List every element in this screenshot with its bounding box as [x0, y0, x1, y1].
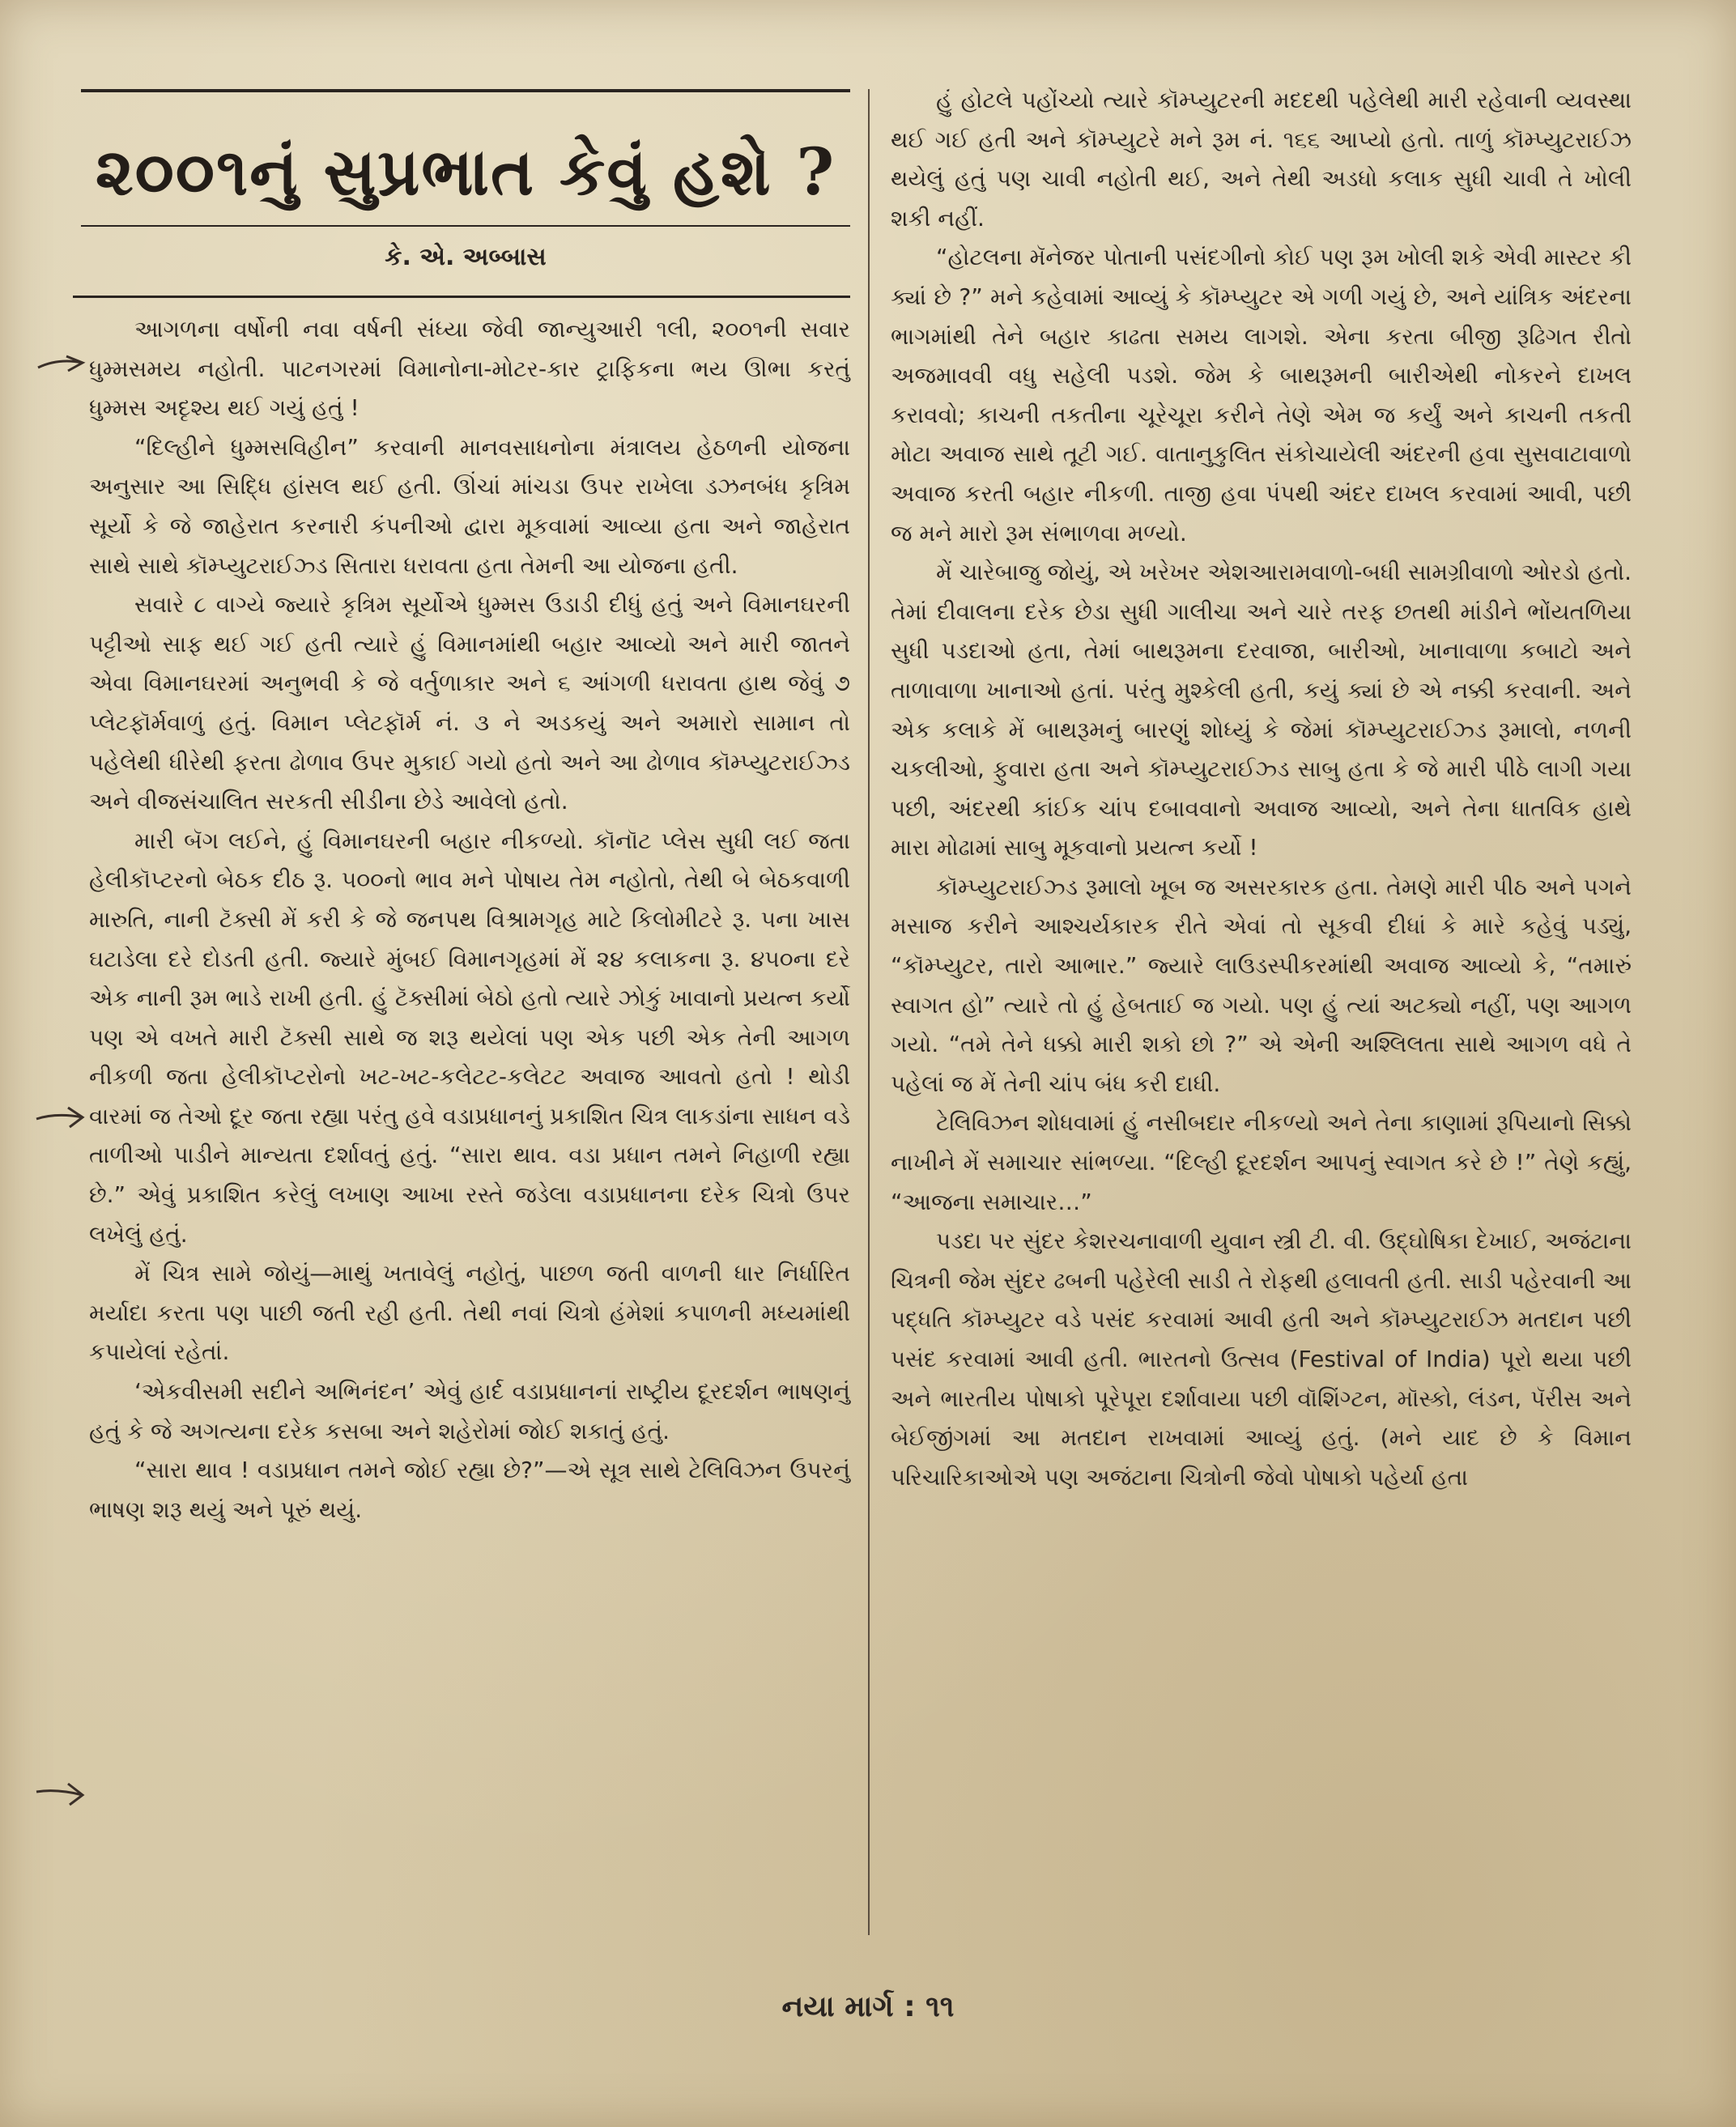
paragraph: સવારે ૮ વાગ્યે જ્યારે કૃત્રિમ સૂર્યોએ ધુમ્મસ ઉડાડી દીધું હતું અને વિમાનઘરની પટ્ટીઓ સાફ થઈ ગઈ હતી ત્યારે હું વિમાનમાંથી બહાર આવ્યો અને મારી જાતને એવા વિમાનઘરમાં અનુભવી કે જે વર્તુળાકાર અને ૬ આંગળી ધરાવતા હાથ જેવું ૭ પ્લેટફૉર્મવાળું હતું. વિમાન પ્લેટફૉર્મ નં. ૩ ને અડકયું અને અમારો સામાન તો પહેલેથી ધીરેથી ફરતા ઢોળાવ ઉપર મુકાઈ ગયો હતો અને આ ઢોળાવ કૉમ્પ્યુટરાઈઝ્ડ અને વીજસંચાલિત સરકતી સીડીના છેડે આવેલો હતો. [89, 591, 850, 815]
right-column [891, 81, 1632, 1497]
paragraph: મારી બૅગ લઈને, હું વિમાનઘરની બહાર નીકળ્યો. કૉનૉટ પ્લેસ સુધી લઈ જતા હેલીકૉપ્ટરનો બેઠક દીઠ રૂ. ૫૦૦નો ભાવ મને પોષાય તેમ નહોતો, તેથી બે બેઠકવાળી મારુતિ, નાની ટૅક્સી મેં કરી કે જે જનપથ વિશ્રામગૃહ માટે કિલોમીટરે રૂ. ૫ના ખાસ ઘટાડેલા દરે દોડતી હતી. જ્યારે મુંબઈ વિમાનગૃહમાં મેં ૨૪ કલાકના રૂ. ૪૫૦ના દરે એક નાની રૂમ ભાડે રાખી હતી. હું ટૅક્સીમાં બેઠો હતો ત્યારે ઝોકું ખાવાનો પ્રયત્ન કર્યો પણ એ વખતે મારી ટૅક્સી સાથે જ શરૂ થયેલાં પણ એક પછી એક તેની આગળ નીકળી જતા હેલીકૉપ્ટરોનો ખટ-ખટ-કલેટટ-કલેટટ અવાજ આવતો હતો ! થોડી વારમાં જ તેઓ દૂર જતા રહ્યા પરંતુ હવે વડાપ્રધાનનું પ્રકાશિત ચિત્ર લાકડાંના સાધન વડે તાળીઓ પાડીને માન્યતા દર્શાવતું હતું. “સારા થાવ. વડા પ્રધાન તમને નિહાળી રહ્યા છે.” એવું પ્રકાશિત કરેલું લખાણ આખા રસ્તે જડેલા વડાપ્રધાનના દરેક ચિત્રો ઉપર લખેલું હતું. [89, 827, 850, 1248]
title-top-rule [81, 89, 850, 92]
paragraph: હું હોટલે પહોંચ્યો ત્યારે કૉમ્પ્યુટરની મદદથી પહેલેથી મારી રહેવાની વ્યવસ્થા થઈ ગઈ હતી અને કૉમ્પ્યુટરે મને રૂમ નં. ૧૬૬ આપ્યો હતો. તાળું કૉમ્પ્યુટરાઈઝ થયેલું હતું પણ ચાવી નહોતી થઈ, અને તેથી અડધો કલાક સુધી ચાવી તે ખોલી શકી નહીં. [891, 87, 1632, 232]
pencil-margin-mark [32, 1103, 89, 1135]
pencil-margin-mark [34, 350, 91, 382]
paragraph: મેં ચારેબાજુ જોયું, એ ખરેખર એશઆરામવાળો-બધી સામગ્રીવાળો ઓરડો હતો. તેમાં દીવાલના દરેક છેડા સુધી ગાલીચા અને ચારે તરફ છતથી માંડીને ભોંયતળિયા સુધી પડદાઓ હતા, તેમાં બાથરૂમના દરવાજા, બારીઓ, ખાનાવાળા કબાટો અને તાળાવાળા ખાનાઓ હતાં. પરંતુ મુશ્કેલી હતી, કયું ક્યાં છે એ નક્કી કરવાની. અને એક કલાકે મેં બાથરૂમનું બારણું શોધ્યું કે જેમાં કૉમ્પ્યુટરાઈઝ્ડ રૂમાલો, નળની ચકલીઓ, ફુવારા હતા અને કૉમ્પ્યુટરાઈઝ્ડ સાબુ હતા કે જે મારી પીઠે લાગી ગયા પછી, અંદરથી કાંઈક ચાંપ દબાવવાનો અવાજ આવ્યો, અને તેના ધાતવિક હાથે મારા મોઢામાં સાબુ મૂકવાનો પ્રયત્ન કર્યો ! [891, 559, 1632, 861]
article-author: કે. એ. અબ્બાસ [385, 243, 547, 271]
title-bottom-rule [81, 225, 850, 227]
paragraph: “હોટલના મૅનેજર પોતાની પસંદગીનો કોઈ પણ રૂમ ખોલી શકે એવી માસ્ટર કી ક્યાં છે ?” મને કહેવામાં આવ્યું કે કૉમ્પ્યુટર એ ગળી ગયું છે, અને યાંત્રિક અંદરના ભાગમાંથી તેને બહાર કાઢતા સમય લાગશે. એના કરતા બીજી રૂઢિગત રીતો અજમાવવી વધુ સહેલી પડશે. જેમ કે બાથરૂમની બારીએથી નોકરને દાખલ કરાવવો; કાચની તકતીના ચૂરેચૂરા કરીને તેણે એમ જ કર્યું અને કાચની તકતી મોટા અવાજ સાથે તૂટી ગઈ. વાતાનુકુલિત સંકોચાયેલી અંદરની હવા સુસવાટાવાળો અવાજ કરતી બહાર નીકળી. તાજી હવા પંપથી અંદર દાખલ કરવામાં આવી, પછી જ મને મારો રૂમ સંભાળવા મળ્યો. [891, 244, 1632, 547]
paragraph: પડદા પર સુંદર કેશરચનાવાળી યુવાન સ્ત્રી ટી. વી. ઉદ્ઘોષિકા દેખાઈ, અજંટાના ચિત્રની જેમ સુંદર ઢબની પહેરેલી સાડી તે રોફથી હલાવતી હતી. સાડી પહેરવાની આ પદ્ધતિ કૉમ્પ્યુટર વડે પસંદ કરવામાં આવી હતી અને કૉમ્પ્યુટરાઈઝ મતદાન પછી પસંદ કરવામાં આવી હતી. ભારતનો ઉત્સવ (Festival of India) પૂરો થયા પછી અને ભારતીય પોષાકો પૂરેપૂરા દર્શાવાયા પછી વૉશિંગ્ટન, મૉસ્કો, લંડન, પૅરીસ અને બેઈજીંગમાં આ મતદાન રાખવામાં આવ્યું હતું. (મને યાદ છે કે વિમાન પરિચારિકાઓએ પણ અજંટાના ચિત્રોની જેવો પોષાકો પહેર્યા હતા [891, 1227, 1632, 1491]
paragraph: “દિલ્હીને ધુમ્મસવિહીન” કરવાની માનવસાધનોના મંત્રાલય હેઠળની યોજના અનુસાર આ સિદ્ધિ હાંસલ થઈ હતી. ઊંચાં માંચડા ઉપર રાખેલા ડઝનબંધ કૃત્રિમ સૂર્યો કે જે જાહેરાત કરનારી કંપનીઓ દ્વારા મૂકવામાં આવ્યા હતા અને જાહેરાત સાથે સાથે કૉમ્પ્યુટરાઈઝ્ડ સિતારા ધરાવતા હતા તેમની આ યોજના હતી. [89, 433, 850, 579]
paragraph: કૉમ્પ્યુટરાઈઝ્ડ રૂમાલો ખૂબ જ અસરકારક હતા. તેમણે મારી પીઠ અને પગને મસાજ કરીને આશ્ચર્યકારક રીતે એવાં તો સૂકવી દીધાં કે મારે કહેવું પડ્યું, “કૉમ્પ્યુટર, તારો આભાર.” જ્યારે લાઉડસ્પીકરમાંથી અવાજ આવ્યો કે, “તમારું સ્વાગત હો” ત્યારે તો હું હેબતાઈ જ ગયો. પણ હું ત્યાં અટક્યો નહીં, પણ આગળ ગયો. “તમે તેને ધક્કો મારી શકો છો ?” એ એની અશ્લિલતા સાથે આગળ વધે તે પહેલાં જ મેં તેની ચાંપ બંધ કરી દાધી. [891, 873, 1632, 1097]
pencil-margin-mark [32, 1777, 89, 1810]
article-title: ૨૦૦૧નું સુપ્રભાત કેવું હશે ? [95, 134, 836, 210]
paragraph: મેં ચિત્ર સામે જોયું—માથું ખતાવેલું નહોતું, પાછળ જતી વાળની ધાર નિર્ધારિત મર્યાદા કરતા પણ પાછી જતી રહી હતી. તેથી નવાં ચિત્રો હંમેશાં કપાળની મધ્યમાંથી કપાયેલાં રહેતાં. [89, 1260, 850, 1366]
paragraph: ‘એકવીસમી સદીને અભિનંદન’ એવું હાર્દ વડાપ્રધાનનાં રાષ્ટ્રીય દૂરદર્શન ભાષણનું હતું કે જે અગત્યના દરેક કસબા અને શહેરોમાં જોઈ શકાતું હતું. [89, 1378, 850, 1444]
byline-rule [73, 296, 850, 298]
column-divider [868, 89, 870, 1935]
left-column [89, 310, 850, 1529]
paragraph: આગળના વર્ષોની નવા વર્ષની સંધ્યા જેવી જાન્યુઆરી ૧લી, ૨૦૦૧ની સવાર ધુમ્મસમય નહોતી. પાટનગરમાં વિમાનોના-મોટર-કાર ટ્રાફિકના ભય ઊભા કરતું ધુમ્મસ અદૃશ્ય થઈ ગયું હતું ! [89, 316, 850, 422]
paragraph: ટેલિવિઝન શોધવામાં હું નસીબદાર નીકળ્યો અને તેના કાણામાં રૂપિયાનો સિક્કો નાખીને મેં સમાચાર સાંભળ્યા. “દિલ્હી દૂરદર્શન આપનું સ્વાગત કરે છે !” તેણે કહ્યું, “આજના સમાચાર…” [891, 1109, 1632, 1215]
page-footer: નયા માર્ગ : ૧૧ [781, 1990, 955, 2023]
paragraph: “સારા થાવ ! વડાપ્રધાન તમને જોઈ રહ્યા છે?”—એ સૂત્ર સાથે ટેલિવિઝન ઉપરનું ભાષણ શરૂ થયું અને પૂરું થયું. [89, 1457, 850, 1523]
